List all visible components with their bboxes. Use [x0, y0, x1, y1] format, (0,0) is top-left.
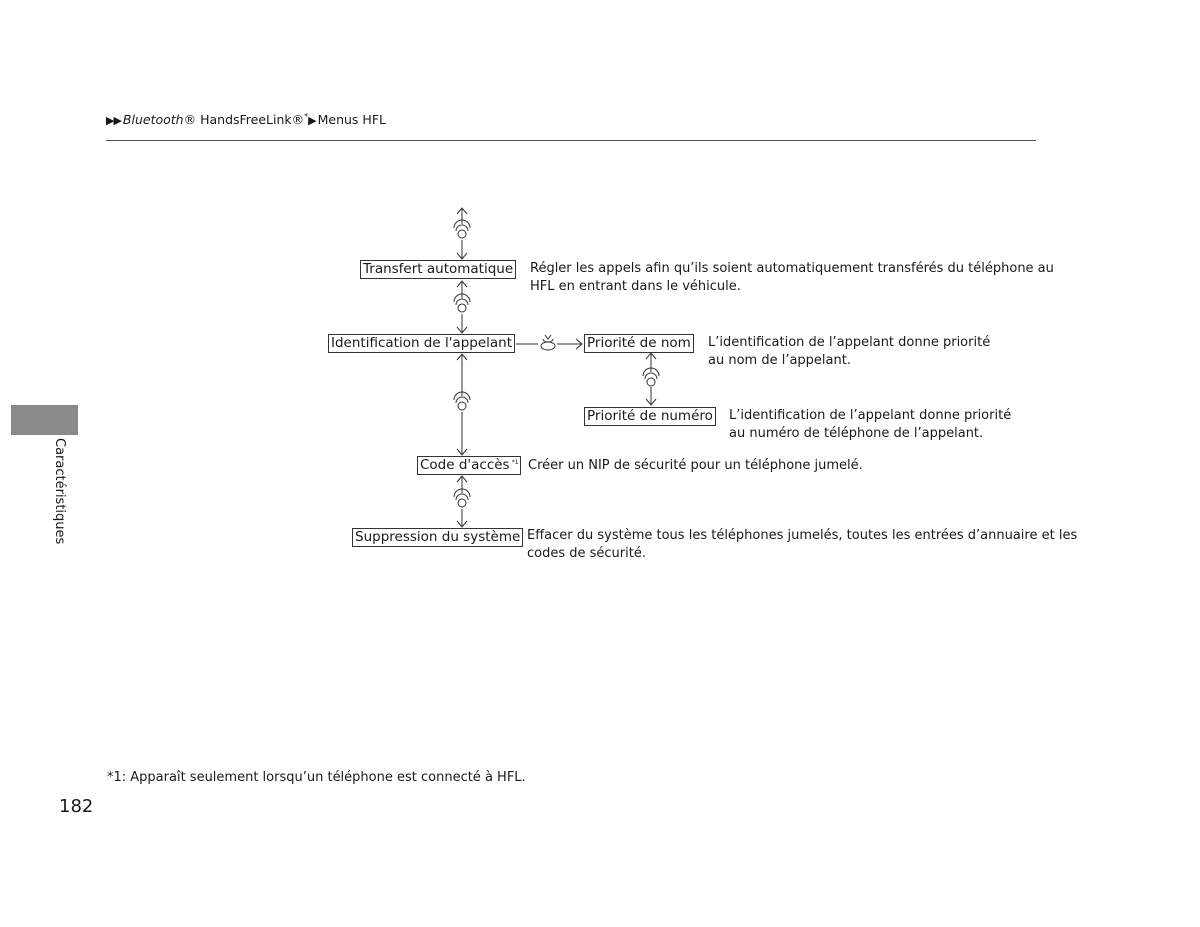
desc-priorite-nom-line2: au nom de l’appelant.	[708, 353, 851, 368]
breadcrumb-asterisk: *	[304, 112, 309, 121]
footnote: *1: Apparaît seulement lorsqu’un téléphone est connecté à HFL.	[107, 770, 526, 785]
page-number: 182	[59, 796, 94, 817]
breadcrumb-arrow-icon: ▶▶	[106, 114, 121, 127]
desc-priorite-numero-line1: L’identification de l’appelant donne priorité	[729, 408, 1012, 423]
desc-priorite-nom-line1: L’identification de l’appelant donne priorité	[708, 335, 991, 350]
menu-code-acces	[417, 456, 521, 475]
knob-press-icon	[541, 335, 555, 350]
desc-suppression	[527, 527, 1077, 563]
chapter-label: Caractéristiques	[52, 438, 67, 545]
menu-code-acces-footnote-ref: *1	[511, 459, 519, 466]
desc-priorite-nom	[708, 334, 990, 370]
breadcrumb-menus-hfl: Menus HFL	[317, 112, 386, 127]
breadcrumb-bluetooth: Bluetooth	[122, 112, 184, 127]
menu-suppression-systeme: Suppression du système	[352, 528, 523, 547]
desc-priorite-numero-line2: au numéro de téléphone de l’appelant.	[729, 426, 984, 441]
menu-identification-appelant: Identification de l'appelant	[328, 334, 515, 353]
breadcrumb-handsfreelink: ® HandsFreeLink®	[183, 112, 305, 127]
menu-priorite-numero: Priorité de numéro	[584, 407, 716, 426]
menu-transfert-automatique: Transfert automatique	[360, 260, 516, 279]
desc-transfert-line1: Régler les appels afin qu’ils soient automatiquement transférés du téléphone au	[530, 261, 1054, 276]
breadcrumb-arrow-icon: ▶	[308, 114, 316, 127]
desc-transfert	[530, 260, 1054, 296]
menu-priorite-nom: Priorité de nom	[584, 334, 694, 353]
desc-priorite-numero	[729, 407, 1011, 443]
desc-code-acces: Créer un NIP de sécurité pour un téléphone jumelé.	[528, 458, 863, 473]
desc-suppression-line2: codes de sécurité.	[527, 546, 646, 561]
desc-transfert-line2: HFL en entrant dans le véhicule.	[530, 279, 741, 294]
desc-suppression-line1: Effacer du système tous les téléphones jumelés, toutes les entrées d’annuaire et les	[527, 528, 1078, 543]
menu-code-acces-label: Code d'accès	[420, 457, 510, 473]
